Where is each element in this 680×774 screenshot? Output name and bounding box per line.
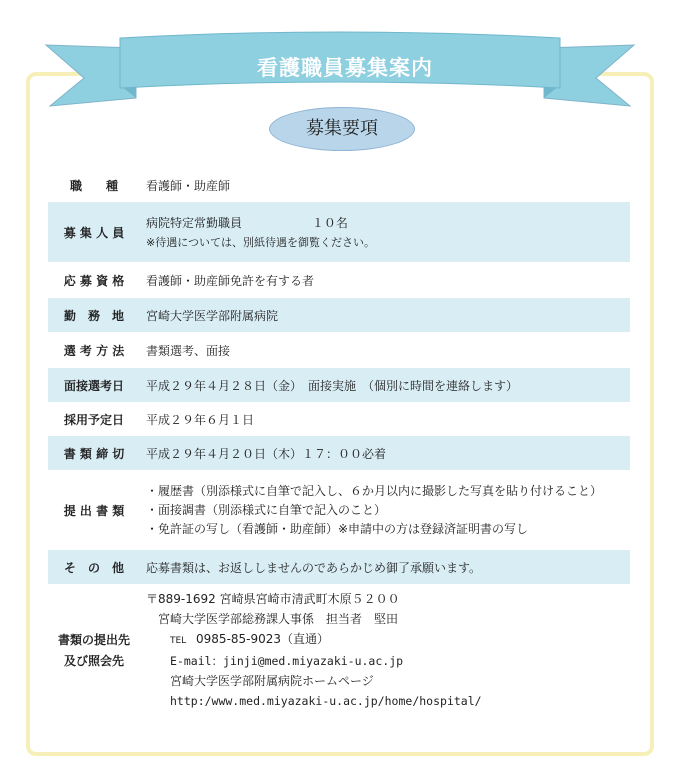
- label-selection: 選 考 方 法: [63, 343, 125, 358]
- value-contact: [140, 584, 630, 716]
- row-other: [48, 550, 630, 584]
- positions-category: 病院特定常勤職員: [146, 216, 243, 230]
- value-positions: [140, 202, 630, 262]
- row-workplace: [48, 298, 630, 332]
- section-title: 募集要項: [269, 107, 415, 151]
- homepage-link[interactable]: http:/www.med.miyazaki-u.ac.jp/home/hospital/: [170, 694, 482, 708]
- label-start-date: 採用予定日: [63, 412, 124, 427]
- row-documents: [48, 470, 630, 550]
- label-positions: 募 集 人 員: [48, 202, 140, 262]
- document-item: ・免許証の写し（看護師・助産師）※申請中の方は登録済証明書の写し: [146, 521, 529, 536]
- label-qualification: 応 募 資 格: [63, 273, 125, 288]
- homepage-label: 宮崎大学医学部附属病院ホームページ: [170, 674, 374, 688]
- value-selection: 書類選考、面接: [146, 343, 231, 358]
- positions-note: ※待遇については、別紙待遇を御覧ください。: [146, 236, 375, 249]
- row-qualification: [48, 262, 630, 298]
- row-positions: [48, 202, 630, 262]
- label-workplace: 勤 務 地: [48, 298, 140, 332]
- label-interview: 面接選考日: [48, 368, 140, 402]
- label-other: そ の 他: [48, 550, 140, 584]
- label-occupation: 職 種: [69, 178, 118, 193]
- value-qualification: 看護師・助産師免許を有する者: [146, 273, 315, 288]
- label-contact: [48, 584, 140, 716]
- value-start-date: 平成２９年６月１日: [146, 412, 255, 427]
- value-deadline: 平成２９年４月２０日（木）１７：００必着: [140, 436, 630, 470]
- row-contact: [48, 584, 630, 716]
- banner-title: 看護職員募集案内: [257, 56, 433, 80]
- label-deadline: 書 類 締 切: [48, 436, 140, 470]
- contact-email[interactable]: E-mail：jinji@med.miyazaki-u.ac.jp: [170, 654, 404, 668]
- row-deadline: [48, 436, 630, 470]
- row-occupation: [48, 168, 630, 202]
- row-start-date: [48, 402, 630, 436]
- document-item: ・面接調書（別添様式に自筆で記入のこと）: [146, 502, 387, 517]
- contact-department: 宮崎大学医学部総務課人事係 担当者 堅田: [158, 612, 399, 626]
- contact-postal: 〒889-1692 宮崎県宮崎市清武町木原５２００: [146, 592, 400, 606]
- value-other: 応募書類は、お返ししませんのであらかじめ御了承願います。: [140, 550, 630, 584]
- recruitment-table: [48, 168, 630, 716]
- row-interview: [48, 368, 630, 402]
- contact-tel-line: [146, 629, 630, 651]
- value-documents: [140, 470, 630, 550]
- value-occupation: 看護師・助産師: [146, 178, 231, 193]
- document-item: ・履歴書（別添様式に自筆で記入し、６か月以内に撮影した写真を貼り付けること）: [146, 483, 603, 498]
- contact-label-line1: 書類の提出先: [57, 633, 130, 647]
- contact-tel: 0985-85-9023（直通）: [196, 632, 330, 646]
- contact-label-line2: 及び照会先: [63, 654, 124, 668]
- value-workplace: 宮崎大学医学部附属病院: [140, 298, 630, 332]
- row-selection: [48, 332, 630, 368]
- label-documents: 提 出 書 類: [63, 503, 125, 518]
- positions-count: １０名: [311, 216, 348, 230]
- tel-prefix: TEL: [170, 636, 187, 646]
- value-interview: 平成２９年４月２８日（金） 面接実施 （個別に時間を連絡します）: [140, 368, 630, 402]
